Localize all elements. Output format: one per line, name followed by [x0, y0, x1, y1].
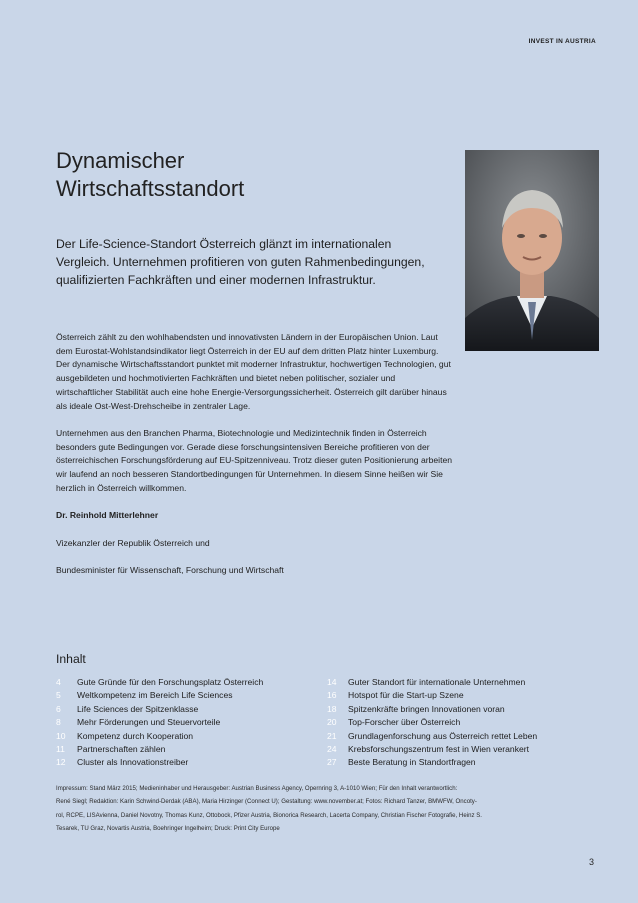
toc-entry[interactable] — [56, 730, 316, 743]
imprint-line-3: rol, RCPE, LISAvienna, Daniel Novotny, Thomas Kunz, Ottobock, Pfizer Austria, Bionorica Research, Lacerta Company, Christian Fischer Fotografie, Heinz S. — [56, 811, 482, 819]
toc-entry-label: Partnerschaften zählen — [77, 744, 166, 755]
toc-entry-label: Weltkompetenz im Bereich Life Sciences — [77, 690, 233, 701]
imprint-line-4: Tesarek, TU Graz, Novartis Austria, Boehringer Ingelheim; Druck: Print City Europe — [56, 824, 280, 832]
toc-entry-label: Life Sciences der Spitzenklasse — [77, 703, 199, 714]
toc-page-number: 27 — [327, 757, 337, 768]
portrait-image — [465, 150, 599, 351]
lead-text: Der Life-Science-Standort Österreich glänzt im internationalen Vergleich. Unternehmen profitieren von guten Rahmenbedingungen, qualifizierten Fachkräften und einer modernen Infrastruktur. — [56, 237, 425, 287]
toc-page-number: 16 — [327, 690, 337, 701]
toc-entry[interactable] — [327, 756, 607, 769]
toc-entry[interactable] — [327, 703, 607, 716]
toc-entry[interactable] — [327, 716, 607, 729]
toc-entry[interactable] — [56, 743, 316, 756]
toc-entry-label: Cluster als Innovationstreiber — [77, 757, 189, 768]
signature-block — [56, 509, 454, 577]
signature-role-1: Vizekanzler der Republik Österreich und — [56, 537, 210, 548]
toc-left-column — [56, 676, 316, 770]
toc-page-number: 10 — [56, 730, 66, 741]
toc-entry[interactable] — [56, 756, 316, 769]
toc-page-number: 12 — [56, 757, 66, 768]
title-line-1: Dynamischer — [56, 148, 185, 173]
contents-title: Inhalt — [56, 652, 86, 666]
toc-entry-label: Krebsforschungszentrum fest in Wien verankert — [348, 744, 530, 755]
toc-entry-label: Mehr Förderungen und Steuervorteile — [77, 717, 221, 728]
toc-page-number: 24 — [327, 744, 337, 755]
toc-entry-label: Beste Beratung in Standortfragen — [348, 757, 476, 768]
toc-page-number: 14 — [327, 677, 337, 687]
toc-page-number: 4 — [56, 677, 61, 687]
toc-entry[interactable] — [327, 689, 607, 702]
imprint — [56, 782, 586, 835]
toc-page-number: 8 — [56, 717, 61, 728]
toc-entry[interactable] — [56, 716, 316, 729]
page-number: 3 — [588, 857, 594, 867]
toc-page-number: 21 — [327, 730, 337, 741]
toc-right-column — [327, 676, 607, 770]
imprint-line-1: Impressum: Stand März 2015; Medieninhaber und Herausgeber: Austrian Business Agency, Opernring 3, A-1010 Wien; Für den Inhalt verantwortlich: — [56, 785, 458, 792]
toc-entry[interactable] — [327, 743, 607, 756]
toc-entry[interactable] — [327, 676, 607, 689]
signature-role-2: Bundesminister für Wissenschaft, Forschung und Wirtschaft — [56, 564, 284, 575]
toc-page-number: 18 — [327, 703, 337, 714]
toc-entry-label: Grundlagenforschung aus Österreich rettet Leben — [348, 730, 538, 741]
portrait-photo — [465, 150, 599, 351]
toc-entry-label: Gute Gründe für den Forschungsplatz Österreich — [77, 677, 264, 687]
body-paragraph-1: Österreich zählt zu den wohlhabendsten und innovativsten Ländern in der Europäischen Union. Laut dem Eurostat-Wohlstandsindikator liegt Österreich in der EU auf dem dritten Platz hinter Luxemburg. Der dynamische Wirtschaftsstandort punktet mit moderner Infrastruktur, hochwertigen Technologien, gut ausgebildeten und hochmotivierten Fachkräften und bietet neben politischer, sozialer und wirtschaftlicher Stabilität auch eine hohe Energie-Versorgungssicherheit. Österreich gilt darüber hinaus als ideale Ost-West-Drehscheibe in zentraler Lage. — [56, 332, 451, 411]
body-paragraph-2: Unternehmen aus den Branchen Pharma, Biotechnologie und Medizintechnik finden in Österreich besonders gute Bedingungen vor. Gerade diese forschungsintensiven Bereiche profitieren von der österreichischen Forschungsförderung auf EU-Spitzenniveau. Trotz dieser guten Positionierung arbeiten wir laufend an noch besseren Standortbedingungen für Unternehmen. In diesem Sinne heißen wir Sie herzlich in Österreich willkommen. — [56, 427, 453, 493]
toc-entry[interactable] — [56, 703, 316, 716]
toc-entry-label: Spitzenkräfte bringen Innovationen voran — [348, 703, 505, 714]
page-title — [56, 147, 416, 203]
toc-page-number: 20 — [327, 717, 337, 728]
toc-entry-label: Kompetenz durch Kooperation — [77, 730, 194, 741]
header-tag: INVEST IN AUSTRIA — [528, 38, 596, 45]
toc-page-number: 6 — [56, 703, 61, 714]
signature-name: Dr. Reinhold Mitterlehner — [56, 510, 159, 521]
article-body — [56, 331, 454, 591]
toc-entry-label: Guter Standort für internationale Unternehmen — [348, 677, 526, 687]
imprint-line-2: René Siegl; Redaktion: Karin Schwind-Derdak (ABA), Maria Hirzinger (Connect U); Gestaltung: www.november.at; Fotos: Richard Tanzer, BMWFW, Oncoty- — [56, 798, 477, 806]
toc-page-number: 5 — [56, 690, 61, 701]
toc-entry[interactable] — [56, 689, 316, 702]
toc-entry-label: Top-Forscher über Österreich — [348, 717, 461, 728]
title-line-2: Wirtschaftsstandort — [56, 176, 245, 201]
toc-entry[interactable] — [327, 730, 607, 743]
toc-entry[interactable] — [56, 676, 316, 689]
toc-page-number: 11 — [56, 744, 65, 755]
toc-entry-label: Hotspot für die Start-up Szene — [348, 690, 464, 701]
